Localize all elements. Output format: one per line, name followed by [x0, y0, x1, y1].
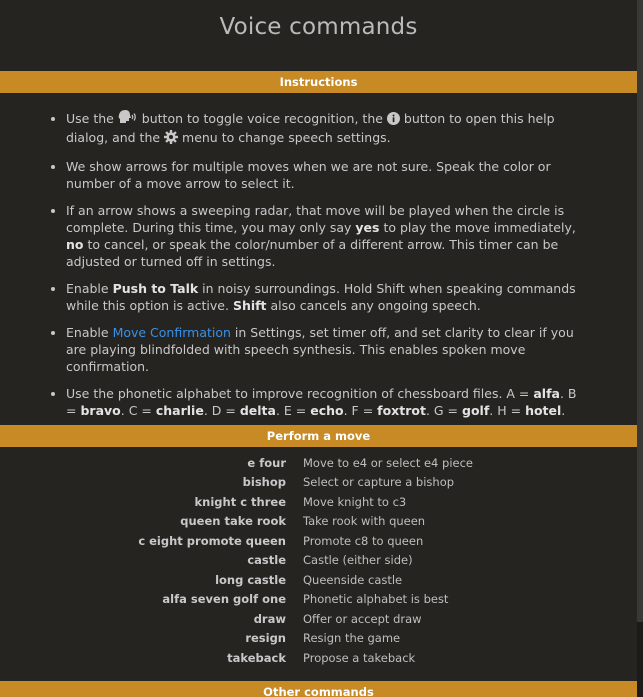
list-item [66, 158, 586, 192]
move-commands-table [0, 453, 637, 668]
instruction-text: . G = [425, 403, 463, 418]
table-row [0, 531, 637, 551]
command-phrase: knight c three [194, 494, 286, 509]
keyword: hotel [525, 403, 562, 418]
command-description: Move to e4 or select e4 piece [303, 455, 474, 470]
instruction-text: . [561, 403, 566, 418]
info-icon [387, 112, 400, 129]
instruction-text: button to open this help dialog, and the [66, 111, 555, 145]
table-row [0, 629, 637, 649]
table-row [0, 551, 637, 571]
command-description: Propose a takeback [303, 650, 416, 665]
command-phrase: castle [247, 553, 286, 568]
command-phrase: draw [253, 611, 286, 626]
command-phrase: long castle [215, 572, 286, 587]
instruction-text: If an arrow shows a sweeping radar, that move will be played when the circle is complete. During this time, you may only say [66, 203, 565, 235]
list-item [66, 280, 586, 314]
table-row [0, 590, 637, 610]
instruction-text: . F = [343, 403, 378, 418]
table-row [0, 492, 637, 512]
instruction-text: Use the [66, 111, 118, 126]
command-description: Queenside castle [303, 572, 403, 587]
keyword: delta [239, 403, 276, 418]
voice-head-icon [118, 110, 138, 129]
instruction-text: We show arrows for multiple moves when we are not sure. Speak the color or number of a move arrow to select it. [66, 159, 551, 191]
command-phrase: e four [247, 455, 286, 470]
keyword: charlie [155, 403, 204, 418]
keyword-shift: Shift [232, 298, 267, 313]
instruction-text: . E = [275, 403, 311, 418]
instruction-text: in Settings, set timer off, and set clarity to clear if you are playing blindfolded with speech synthesis. This enables spoken move confirmation. [66, 325, 574, 374]
table-row [0, 648, 637, 668]
instruction-text: also cancels any ongoing speech. [266, 298, 481, 313]
dialog-title: Voice commands [219, 14, 418, 40]
gear-icon [164, 130, 178, 148]
table-row [0, 512, 637, 532]
command-phrase: resign [245, 631, 286, 646]
keyword-push-to-talk: Push to Talk [112, 281, 199, 296]
scrollbar[interactable] [637, 0, 643, 697]
command-description: Offer or accept draw [303, 611, 422, 626]
list-item [66, 324, 586, 375]
keyword-yes: yes [355, 220, 380, 235]
table-row [0, 609, 637, 629]
instruction-text: Enable [66, 325, 113, 340]
table-row [0, 453, 637, 473]
keyword: echo [310, 403, 344, 418]
section-header-other-commands: Other commands [0, 681, 637, 697]
instruction-text: to play the move immediately, [379, 220, 576, 235]
move-confirmation-link[interactable]: Move Confirmation [112, 325, 231, 340]
command-phrase: queen take rook [180, 514, 286, 529]
instruction-text: . H = [489, 403, 526, 418]
instruction-text: Use the phonetic alphabet to improve recognition of chessboard files. A = [66, 386, 534, 401]
keyword: alfa [533, 386, 560, 401]
list-item [66, 385, 586, 419]
command-phrase: alfa seven golf one [162, 592, 286, 607]
list-item [66, 110, 586, 148]
command-description: Resign the game [303, 631, 401, 646]
command-phrase: takeback [227, 650, 286, 665]
command-description: Select or capture a bishop [303, 475, 455, 490]
instruction-text: in noisy surroundings. Hold Shift when speaking commands while this option is active. [66, 281, 576, 313]
instruction-text: . B = [66, 386, 577, 418]
list-item [66, 202, 586, 270]
keyword-no: no [66, 237, 84, 252]
table-row [0, 473, 637, 493]
command-description: Move knight to c3 [303, 494, 407, 509]
instruction-text: . C = [120, 403, 156, 418]
table-row [0, 570, 637, 590]
command-phrase: bishop [242, 475, 286, 490]
instruction-text: menu to change speech settings. [178, 130, 391, 145]
command-description: Promote c8 to queen [303, 533, 424, 548]
instruction-text: button to toggle voice recognition, the [137, 111, 387, 126]
keyword: foxtrot [377, 403, 426, 418]
section-header-perform-move: Perform a move [0, 425, 637, 447]
keyword: golf [462, 403, 490, 418]
instruction-text: . D = [203, 403, 240, 418]
command-description: Castle (either side) [303, 553, 413, 568]
command-description: Take rook with queen [303, 514, 426, 529]
section-header-instructions: Instructions [0, 71, 637, 93]
command-phrase: c eight promote queen [138, 533, 286, 548]
command-description: Phonetic alphabet is best [303, 592, 449, 607]
scrollbar-thumb[interactable] [637, 0, 643, 622]
instruction-text: to cancel, or speak the color/number of a different arrow. This timer can be adjusted or turned off in settings. [66, 237, 559, 269]
instructions-list [48, 110, 586, 429]
instruction-text: Enable [66, 281, 113, 296]
keyword: bravo [80, 403, 121, 418]
